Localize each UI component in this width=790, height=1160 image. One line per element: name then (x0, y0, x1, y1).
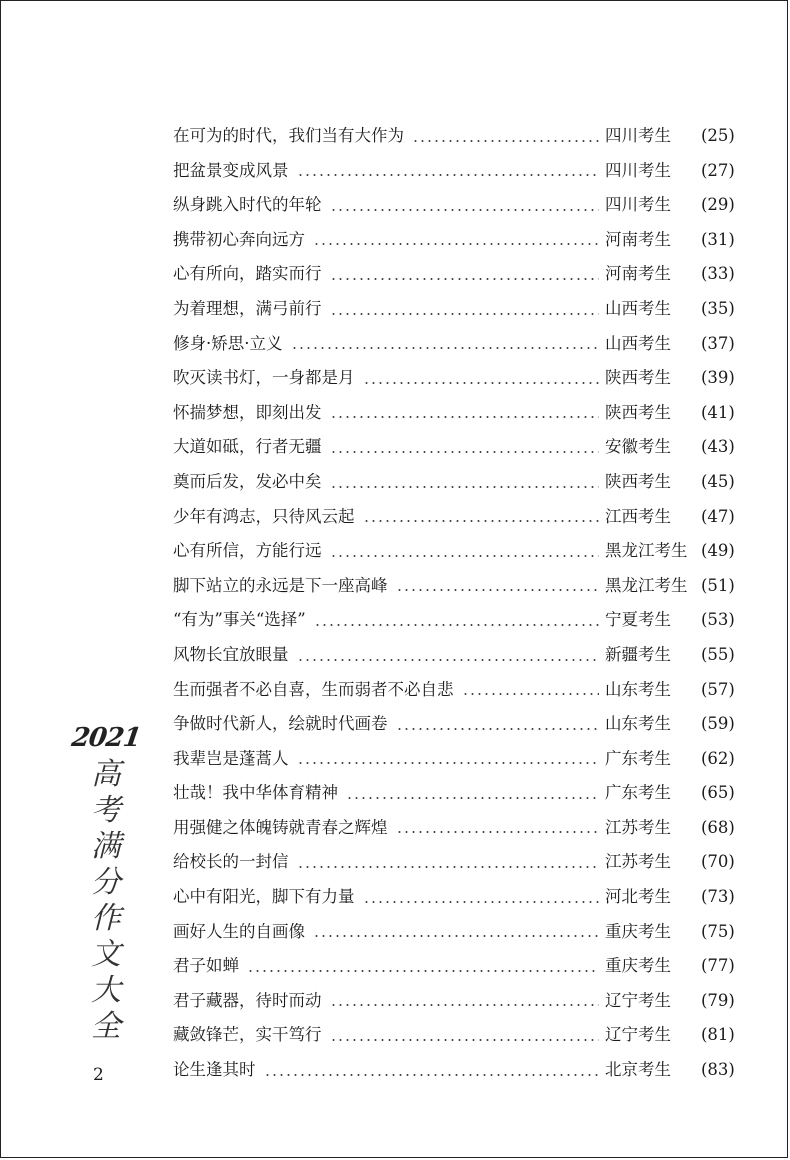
toc-entry-page: (35) (701, 298, 735, 318)
dot-leader (396, 727, 600, 731)
toc-entry-title: 少年有鸿志，只待风云起 (173, 506, 355, 526)
toc-entry[interactable] (173, 430, 745, 465)
brand-title-char: 满 (91, 829, 121, 864)
toc-entry-page: (81) (701, 1025, 735, 1045)
toc-entry-source: 陕西考生 (605, 471, 671, 491)
brand-title (71, 757, 141, 1045)
toc-entry-source: 江西考生 (605, 506, 671, 526)
dot-leader (330, 1003, 600, 1007)
toc-entry-title: 风物长宜放眼量 (173, 644, 289, 664)
toc-entry-page: (83) (701, 1060, 735, 1080)
toc-entry-title: 怀揣梦想，即刻出发 (173, 402, 322, 422)
brand-title-char: 全 (91, 1009, 121, 1044)
toc-entry-source: 江苏考生 (605, 817, 671, 837)
dot-leader (297, 658, 600, 662)
toc-entry-page: (79) (701, 990, 735, 1010)
toc-entry[interactable] (173, 569, 745, 604)
dot-leader (330, 312, 600, 316)
toc-entry[interactable] (173, 811, 745, 846)
toc-entry-source: 山东考生 (605, 679, 671, 699)
dot-leader (313, 934, 599, 938)
toc-entry[interactable] (173, 119, 745, 154)
toc-entry-page: (33) (701, 264, 735, 284)
table-of-contents (173, 119, 745, 1088)
dot-leader (247, 969, 599, 973)
toc-entry[interactable] (173, 949, 745, 984)
toc-entry[interactable] (173, 534, 745, 569)
toc-entry-source: 江苏考生 (605, 852, 671, 872)
toc-entry-page: (55) (701, 644, 735, 664)
toc-entry-source: 新疆考生 (605, 644, 671, 664)
toc-entry-title: 君子藏器，待时而动 (173, 990, 322, 1010)
toc-entry-page: (70) (701, 852, 735, 872)
dot-leader (314, 623, 599, 627)
dot-leader (313, 242, 599, 246)
toc-entry-source: 辽宁考生 (605, 1025, 671, 1045)
toc-entry-title: 脚下站立的永远是下一座高峰 (173, 575, 388, 595)
toc-entry-title: 吹灭读书灯，一身都是月 (173, 368, 355, 388)
toc-entry-title: 心中有阳光，脚下有力量 (173, 887, 355, 907)
toc-entry[interactable] (173, 742, 745, 777)
toc-entry-source: 安徽考生 (605, 437, 671, 457)
toc-entry-page: (51) (701, 575, 735, 595)
toc-entry[interactable] (173, 776, 745, 811)
toc-entry-page: (53) (701, 610, 735, 630)
toc-entry[interactable] (173, 845, 745, 880)
toc-entry-page: (39) (701, 368, 735, 388)
dot-leader (363, 900, 600, 904)
toc-entry[interactable] (173, 257, 745, 292)
toc-entry-title: “有为”事关“选择” (173, 610, 306, 630)
toc-entry-source: 重庆考生 (605, 956, 671, 976)
toc-entry-source: 四川考生 (605, 126, 671, 145)
dot-leader (297, 865, 600, 869)
toc-entry-title: 携带初心奔向远方 (173, 229, 305, 249)
toc-entry-source: 河南考生 (605, 229, 671, 249)
toc-entry-title: 心有所向，踏实而行 (173, 264, 322, 284)
dot-leader (396, 830, 600, 834)
toc-entry-source: 黑龙江考生 (605, 575, 688, 595)
dot-leader (330, 554, 600, 558)
dot-leader (330, 415, 600, 419)
dot-leader (297, 173, 600, 177)
toc-entry-title: 给校长的一封信 (173, 852, 289, 872)
toc-entry-source: 广东考生 (605, 748, 671, 768)
toc-entry[interactable] (173, 292, 745, 327)
toc-entry-source: 四川考生 (605, 160, 671, 180)
toc-entry-source: 广东考生 (605, 783, 671, 803)
dot-leader (291, 346, 600, 350)
toc-entry-title: 奠而后发，发必中矣 (173, 471, 322, 491)
toc-entry-page: (57) (701, 679, 735, 699)
toc-entry-page: (62) (701, 748, 735, 768)
toc-entry[interactable] (173, 361, 745, 396)
dot-leader (412, 139, 599, 143)
toc-entry-title: 心有所信，方能行远 (173, 541, 322, 561)
toc-entry[interactable] (173, 465, 745, 500)
dot-leader (363, 519, 600, 523)
toc-entry[interactable] (173, 673, 745, 708)
toc-entry-page: (77) (701, 956, 735, 976)
toc-entry-title: 我辈岂是蓬蒿人 (173, 748, 289, 768)
toc-entry-title: 争做时代新人，绘就时代画卷 (173, 714, 388, 734)
toc-entry[interactable] (173, 223, 745, 258)
dot-leader (330, 485, 600, 489)
toc-entry-page: (45) (701, 471, 735, 491)
toc-entry-title: 纵身跳入时代的年轮 (173, 195, 322, 215)
dot-leader (297, 761, 600, 765)
toc-entry-source: 河南考生 (605, 264, 671, 284)
toc-entry-title: 把盆景变成风景 (173, 160, 289, 180)
toc-entry-title: 大道如砥，行者无疆 (173, 437, 322, 457)
toc-entry-source: 宁夏考生 (605, 610, 671, 630)
toc-entry-page: (27) (701, 160, 735, 180)
toc-entry[interactable] (173, 327, 745, 362)
page-number: 2 (93, 1065, 104, 1085)
brand-year: 2021 (69, 723, 143, 753)
toc-entry-page: (59) (701, 714, 735, 734)
toc-entry-page: (73) (701, 887, 735, 907)
dot-leader (264, 1073, 600, 1077)
toc-entry-page: (47) (701, 506, 735, 526)
book-brand (71, 723, 141, 1045)
toc-entry[interactable] (173, 1018, 745, 1053)
toc-entry-source: 黑龙江考生 (605, 541, 688, 561)
brand-title-char: 大 (91, 973, 121, 1008)
toc-entry-source: 辽宁考生 (605, 990, 671, 1010)
toc-entry[interactable] (173, 1053, 745, 1088)
toc-entry-source: 山西考生 (605, 298, 671, 318)
toc-entry-title: 论生逢其时 (173, 1060, 256, 1080)
toc-entry[interactable] (173, 603, 745, 638)
dot-leader (330, 1038, 600, 1042)
toc-entry[interactable] (173, 707, 745, 742)
toc-entry-page: (31) (701, 229, 735, 249)
toc-entry-page: (41) (701, 402, 735, 422)
toc-entry-source: 四川考生 (605, 195, 671, 215)
toc-entry-page: (43) (701, 437, 735, 457)
toc-entry[interactable] (173, 188, 745, 223)
toc-entry-source: 北京考生 (605, 1060, 671, 1080)
toc-entry-title: 用强健之体魄铸就青春之辉煌 (173, 817, 388, 837)
toc-entry-title: 藏敛锋芒，实干笃行 (173, 1025, 322, 1045)
toc-entry[interactable] (173, 638, 745, 673)
toc-entry-title: 在可为的时代，我们当有大作为 (173, 126, 404, 145)
dot-leader (330, 450, 600, 454)
dot-leader (346, 796, 599, 800)
toc-entry-page: (49) (701, 541, 735, 561)
toc-entry-title: 壮哉！我中华体育精神 (173, 783, 338, 803)
toc-entry[interactable] (173, 915, 745, 950)
toc-entry-page: (68) (701, 817, 735, 837)
toc-entry-page: (65) (701, 783, 735, 803)
toc-entry-page: (37) (701, 333, 735, 353)
toc-entry[interactable] (173, 500, 745, 535)
dot-leader (462, 692, 600, 696)
dot-leader (330, 277, 600, 281)
toc-entry-source: 山西考生 (605, 333, 671, 353)
toc-entry-page: (75) (701, 921, 735, 941)
brand-title-char: 高 (91, 757, 121, 792)
toc-entry-source: 陕西考生 (605, 402, 671, 422)
dot-leader (363, 381, 600, 385)
dot-leader (330, 208, 600, 212)
toc-entry[interactable] (173, 880, 745, 915)
toc-entry-title: 君子如蝉 (173, 956, 239, 976)
toc-entry[interactable] (173, 984, 745, 1019)
toc-entry-source: 陕西考生 (605, 368, 671, 388)
toc-entry-source: 河北考生 (605, 887, 671, 907)
toc-entry-page: (29) (701, 195, 735, 215)
brand-title-char: 考 (91, 793, 121, 828)
toc-entry[interactable] (173, 154, 745, 189)
brand-title-char: 文 (91, 937, 121, 972)
brand-title-char: 作 (91, 901, 121, 936)
toc-entry-source: 重庆考生 (605, 921, 671, 941)
toc-entry-source: 山东考生 (605, 714, 671, 734)
toc-entry-title: 生而强者不必自喜，生而弱者不必自悲 (173, 679, 454, 699)
toc-entry-page: (25) (701, 126, 735, 145)
brand-title-char: 分 (91, 865, 121, 900)
toc-entry[interactable] (173, 396, 745, 431)
toc-entry-title: 修身·矫思·立义 (173, 333, 283, 353)
toc-entry-title: 为着理想，满弓前行 (173, 298, 322, 318)
toc-entry-title: 画好人生的自画像 (173, 921, 305, 941)
dot-leader (396, 588, 600, 592)
